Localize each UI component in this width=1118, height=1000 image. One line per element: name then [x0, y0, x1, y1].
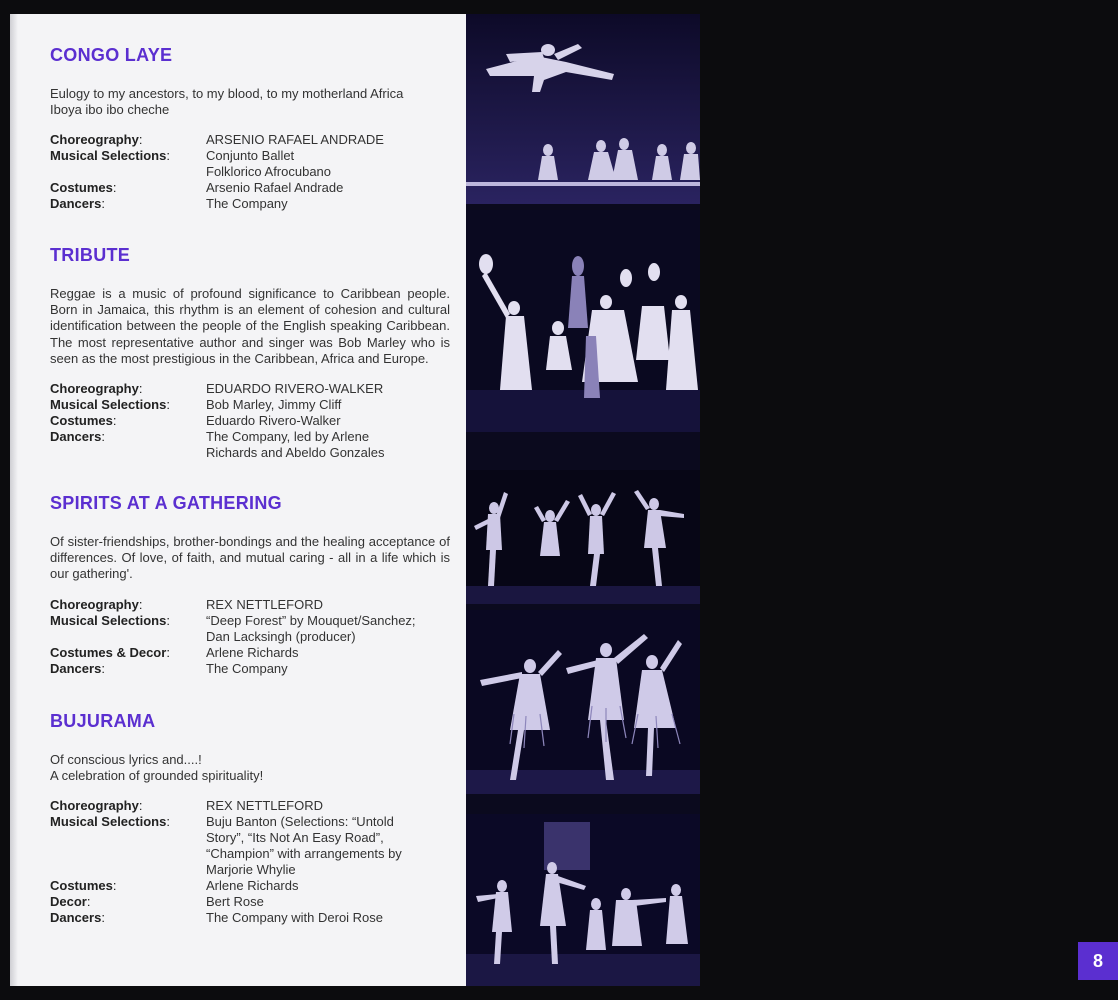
- credit-row: Choreography: REX NETTLEFORD: [50, 596, 324, 612]
- credit-row: Musical Selections: Bob Marley, Jimmy Cliff: [50, 397, 342, 413]
- text-column: [50, 14, 450, 986]
- credit-row: Costumes: Eduardo Rivero-Walker: [50, 413, 341, 429]
- credit-row: Dancers: The Company: [50, 196, 288, 212]
- credit-row: Choreography: REX NETTLEFORD: [50, 798, 324, 814]
- credit-row: Costumes & Decor: Arlene Richards: [50, 644, 299, 660]
- credit-row: Dancers: The Company with Deroi Rose: [50, 910, 384, 926]
- credits-list: [50, 132, 450, 212]
- credit-row: Dancers: The Company, led by Arlene Richards and Abeldo Gonzales: [50, 429, 385, 461]
- program-page: [10, 14, 1103, 986]
- credit-row: Musical Selections: Buju Banton (Selections: “Untold Story”, “Its Not An Easy Road”, “Champion” with arrangements by Marjorie Whylie: [50, 814, 402, 878]
- section-title: TRIBUTE: [50, 245, 131, 265]
- credit-row: Musical Selections: Conjunto Ballet Folklorico Afrocubano: [50, 148, 332, 180]
- credit-row: Choreography: EDUARDO RIVERO-WALKER: [50, 381, 384, 397]
- credit-row: Decor: Bert Rose: [50, 894, 264, 910]
- credit-row: Musical Selections: “Deep Forest” by Mouquet/Sanchez; Dan Lacksingh (producer): [50, 612, 416, 644]
- section-title: BUJURAMA: [50, 711, 156, 731]
- section-description: Of conscious lyrics and....! A celebration of grounded spirituality!: [50, 752, 264, 784]
- credits-list: [50, 597, 450, 677]
- dance-photo-5: [466, 814, 700, 986]
- dance-photo-4: [466, 610, 700, 794]
- section-spirits-at-a-gathering: [50, 492, 450, 677]
- dance-photo-1: [466, 14, 700, 204]
- credit-row: Costumes: Arlene Richards: [50, 878, 299, 894]
- page-binding-edge: [10, 14, 18, 986]
- section-description: Reggae is a music of profound significance to Caribbean people. Born in Jamaica, this rhythm is an element of cohesion and cultural identification between the people of the English speaking Caribbean. The most representative author and singer was Bob Marley who is seen as the most prestigious in the Caribbean, Africa and Europe.: [50, 286, 450, 366]
- section-description: Of sister-friendships, brother-bondings and the healing acceptance of differences. Of love, of faith, and mutual caring - all in a life which is our gathering'.: [50, 534, 450, 582]
- section-tribute: [50, 244, 450, 461]
- credit-row: Choreography: ARSENIO RAFAEL ANDRADE: [50, 132, 384, 148]
- photo-column: [466, 14, 1103, 986]
- dance-photo-2: [466, 210, 700, 432]
- credit-row: Costumes: Arsenio Rafael Andrade: [50, 180, 344, 196]
- section-title: SPIRITS AT A GATHERING: [50, 493, 282, 513]
- section-bujurama: [50, 710, 450, 926]
- credit-row: Dancers: The Company: [50, 660, 288, 676]
- section-title: CONGO LAYE: [50, 45, 173, 65]
- credits-list: [50, 381, 450, 461]
- page-number-badge: 8: [1078, 942, 1118, 980]
- dance-photo-3: [466, 470, 700, 604]
- section-congo-laye: [50, 44, 450, 212]
- section-description: Eulogy to my ancestors, to my blood, to my motherland Africa Iboya ibo ibo cheche: [50, 86, 404, 118]
- credits-list: [50, 798, 450, 926]
